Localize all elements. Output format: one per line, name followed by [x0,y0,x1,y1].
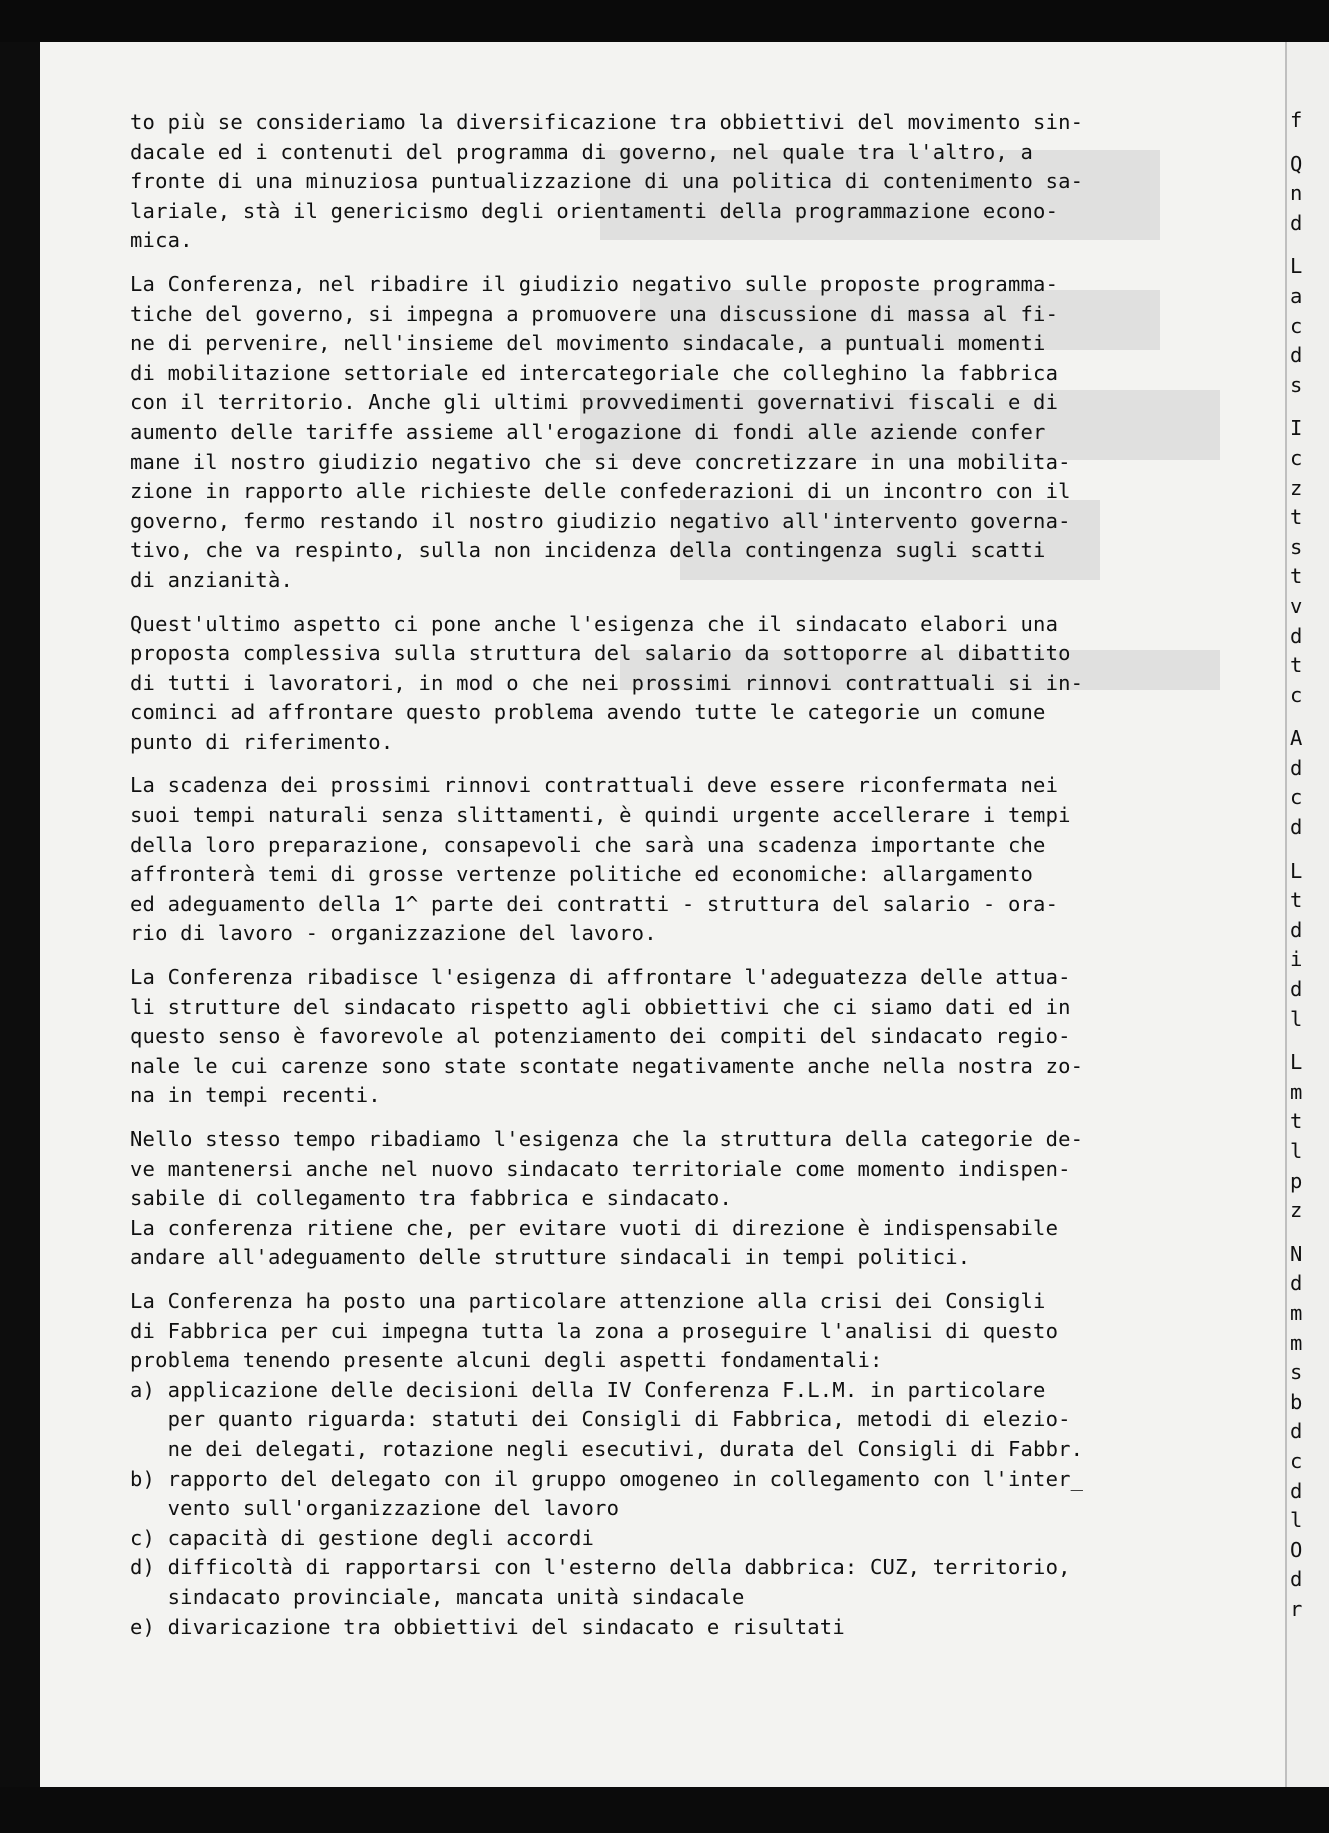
edge-fragment: d [1290,815,1303,840]
text-line: vento sull'organizzazione del lavoro [130,1496,620,1521]
paragraph [130,771,1260,949]
edge-fragment: t [1290,653,1303,678]
edge-fragment: p [1290,1168,1303,1193]
text-line: punto di riferimento. [130,729,394,754]
paragraph [130,963,1260,1111]
edge-fragment: d [1290,1567,1303,1592]
paragraph [130,1125,1260,1273]
text-line: a) applicazione delle decisioni della IV Conferenza F.L.M. in particolare [130,1377,1046,1402]
edge-fragment: m [1290,1079,1303,1104]
text-line: Nello stesso tempo ribadiamo l'esigenza che la struttura della categorie de- [130,1127,1084,1151]
edge-fragment: d [1290,1419,1303,1444]
edge-fragment: d [1290,623,1303,648]
text-line: suoi tempi naturali senza slittamenti, è quindi urgente accellerare i tempi [130,803,1071,828]
text-line: per quanto riguarda: statuti dei Consigli di Fabbrica, metodi di elezio- [130,1407,1071,1432]
text-line: di tutti i lavoratori, in mod o che nei prossimi rinnovi contrattuali si in- [130,670,1084,695]
edge-fragment: d [1290,977,1303,1002]
edge-fragment: t [1290,564,1303,589]
edge-fragment: d [1290,343,1303,368]
paragraph [130,610,1260,758]
text-line: zione in rapporto alle richieste delle confederazioni di un incontro con il [130,479,1071,504]
edge-fragment: m [1290,1330,1303,1355]
text-line: mane il nostro giudizio negativo che si deve concretizzare in una mobilita- [130,449,1071,474]
text-line: li strutture del sindacato rispetto agli obbiettivi che ci siamo dati ed in [130,994,1071,1019]
edge-fragment: O [1290,1537,1303,1562]
text-line: problema tenendo presente alcuni degli aspetti fondamentali: [130,1348,883,1373]
scanner-top-border [0,0,1329,42]
edge-fragment: i [1290,947,1303,972]
text-line: ed adeguamento della 1^ parte dei contratti - struttura del salario - ora- [130,891,1059,916]
text-line: La Conferenza ribadisce l'esigenza di affrontare l'adeguatezza delle attua- [130,965,1071,990]
text-line: to più se consideriamo la diversificazione tra obbiettivi del movimento sin- [130,110,1084,134]
text-line: b) rapporto del delegato con il gruppo omogeneo in collegamento con l'inter_ [130,1466,1084,1491]
text-line: lariale, stà il genericismo degli orientamenti della programmazione econo- [130,198,1059,223]
edge-fragment: d [1290,755,1303,780]
edge-fragment: L [1290,1050,1303,1075]
text-line: Quest'ultimo aspetto ci pone anche l'esigenza che il sindacato elabori una [130,611,1059,636]
text-line: e) divaricazione tra obbiettivi del sindacato e risultati [130,1614,845,1639]
document-body [130,108,1260,1642]
text-line: La conferenza ritiene che, per evitare vuoti di direzione è indispensabile [130,1215,1059,1240]
paragraph [130,108,1260,256]
edge-fragment: s [1290,534,1303,559]
text-line: ve mantenersi anche nel nuovo sindacato territoriale come momento indispen- [130,1156,1071,1181]
text-line: tivo, che va respinto, sulla non incidenza della contingenza sugli scatti [130,538,1046,563]
edge-fragment: v [1290,593,1303,618]
edge-fragment: A [1290,726,1303,751]
edge-fragment: s [1290,372,1303,397]
text-line: proposta complessiva sulla struttura del salario da sottoporre al dibattito [130,641,1071,666]
text-line: c) capacità di gestione degli accordi [130,1525,595,1550]
text-line: di anzianità. [130,567,294,592]
edge-fragment: c [1290,1448,1303,1473]
edge-fragment: a [1290,283,1303,308]
paragraph [130,1287,1260,1642]
text-line: di mobilitazione settoriale ed intercategoriale che colleghino la fabbrica [130,360,1059,385]
edge-fragment: d [1290,1271,1303,1296]
text-line: sabile di collegamento tra fabbrica e sindacato. [130,1186,733,1211]
text-line: di Fabbrica per cui impegna tutta la zona a proseguire l'analisi di questo [130,1318,1059,1343]
text-line: fronte di una minuziosa puntualizzazione di una politica di contenimento sa- [130,169,1084,194]
text-line: La Conferenza, nel ribadire il giudizio negativo sulle proposte programma- [130,271,1059,296]
adjacent-page-text [1290,108,1302,1641]
paragraph [130,270,1260,596]
text-line: mica. [130,228,193,253]
edge-fragment: L [1290,858,1303,883]
edge-fragment: c [1290,445,1303,470]
edge-fragment: t [1290,505,1303,530]
edge-fragment: t [1290,888,1303,913]
text-line: sindacato provinciale, mancata unità sindacale [130,1584,745,1609]
text-line: con il territorio. Anche gli ultimi provvedimenti governativi fiscali e di [130,390,1059,415]
edge-fragment: d [1290,1478,1303,1503]
edge-fragment: Q [1290,151,1303,176]
text-line: rio di lavoro - organizzazione del lavoro. [130,921,657,946]
edge-fragment: t [1290,1109,1303,1134]
text-line: aumento delle tariffe assieme all'erogazione di fondi alle aziende confer [130,419,1046,444]
edge-fragment: l [1290,1006,1303,1031]
text-line: na in tempi recenti. [130,1083,381,1108]
text-line: d) difficoltà di rapportarsi con l'esterno della dabbrica: CUZ, territorio, [130,1555,1071,1580]
text-line: ne dei delegati, rotazione negli esecutivi, durata del Consigli di Fabbr. [130,1436,1084,1461]
edge-fragment: c [1290,682,1303,707]
edge-fragment: c [1290,313,1303,338]
edge-fragment: f [1290,108,1303,132]
scanner-bottom-border [0,1787,1329,1833]
text-line: andare all'adeguamento delle strutture sindacali in tempi politici. [130,1245,971,1270]
text-line: La Conferenza ha posto una particolare attenzione alla crisi dei Consigli [130,1288,1046,1313]
edge-fragment: N [1290,1241,1303,1266]
edge-fragment: c [1290,785,1303,810]
edge-fragment: b [1290,1389,1303,1414]
edge-fragment: L [1290,254,1303,279]
edge-fragment: r [1290,1596,1303,1621]
text-line: affronterà temi di grosse vertenze politiche ed economiche: allargamento [130,862,1034,887]
text-line: cominci ad affrontare questo problema avendo tutte le categorie un comune [130,700,1046,725]
text-line: nale le cui carenze sono state scontate negativamente anche nella nostra zo- [130,1053,1084,1078]
edge-fragment: d [1290,210,1303,235]
text-line: ne di pervenire, nell'insieme del movimento sindacale, a puntuali momenti [130,331,1046,356]
text-line: governo, fermo restando il nostro giudizio negativo all'intervento governa- [130,508,1071,533]
edge-fragment: l [1290,1508,1303,1533]
edge-fragment: l [1290,1139,1303,1163]
edge-fragment: s [1290,1360,1303,1385]
edge-fragment: d [1290,917,1303,942]
edge-fragment: z [1290,1198,1303,1223]
text-line: della loro preparazione, consapevoli che sarà una scadenza importante che [130,832,1046,857]
text-line: tiche del governo, si impegna a promuovere una discussione di massa al fi- [130,301,1059,326]
text-line: dacale ed i contenuti del programma di governo, nel quale tra l'altro, a [130,139,1034,164]
edge-fragment: m [1290,1300,1303,1325]
edge-fragment: I [1290,416,1303,441]
text-line: questo senso è favorevole al potenziamento dei compiti del sindacato regio- [130,1024,1071,1049]
text-line: La scadenza dei prossimi rinnovi contrattuali deve essere riconfermata nei [130,773,1059,798]
edge-fragment: n [1290,181,1303,206]
edge-fragment: z [1290,475,1303,500]
